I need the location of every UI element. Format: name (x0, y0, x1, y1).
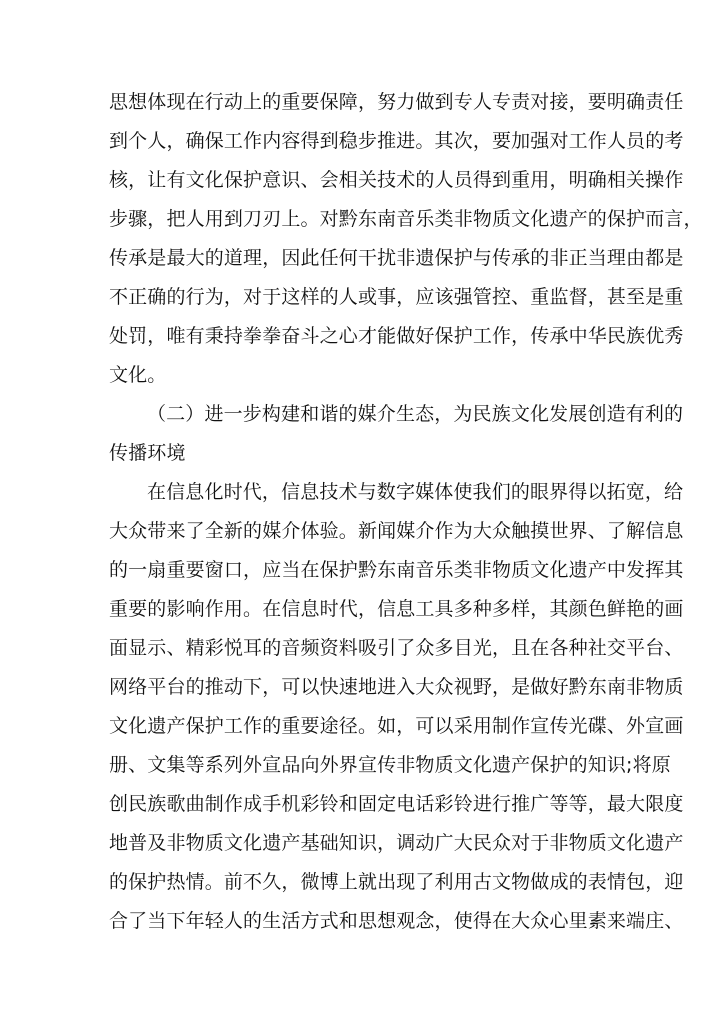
paragraph-line: 不正确的行为，对于这样的人或事，应该强管控、重监督，甚至是重 (109, 286, 684, 308)
paragraph-line: 地普及非物质文化遗产基础知识，调动广大民众对于非物质文化遗产 (109, 832, 684, 854)
paragraph-line: 文化。 (109, 364, 167, 386)
paragraph-line: 步骤，把人用到刀刃上。对黔东南音乐类非物质文化遗产的保护而言， (109, 208, 703, 230)
paragraph-line: 合了当下年轻人的生活方式和思想观念，使得在大众心里素来端庄、 (109, 910, 684, 932)
paragraph-line: 到个人，确保工作内容得到稳步推进。其次，要加强对工作人员的考 (109, 130, 684, 152)
section-heading: 传播环境 (109, 442, 186, 464)
section-heading: （二）进一步构建和谐的媒介生态，为民族文化发展创造有利的 (147, 403, 684, 425)
paragraph-line: 大众带来了全新的媒介体验。新闻媒介作为大众触摸世界、了解信息 (109, 520, 684, 542)
paragraph-line: 重要的影响作用。在信息时代，信息工具多种多样，其颜色鲜艳的画 (109, 598, 684, 620)
paragraph-line: 网络平台的推动下，可以快速地进入大众视野，是做好黔东南非物质 (109, 676, 684, 698)
paragraph-line: 的保护热情。前不久，微博上就出现了利用古文物做成的表情包，迎 (109, 871, 684, 893)
paragraph-line: 在信息化时代，信息技术与数字媒体使我们的眼界得以拓宽，给 (147, 481, 684, 503)
paragraph-line: 思想体现在行动上的重要保障，努力做到专人专责对接，要明确责任 (109, 91, 684, 113)
paragraph-line: 创民族歌曲制作成手机彩铃和固定电话彩铃进行推广等等，最大限度 (109, 793, 684, 815)
paragraph-line: 处罚，唯有秉持拳拳奋斗之心才能做好保护工作，传承中华民族优秀 (109, 325, 684, 347)
paragraph-line: 的一扇重要窗口，应当在保护黔东南音乐类非物质文化遗产中发挥其 (109, 559, 684, 581)
paragraph-line: 册、文集等系列外宣品向外界宣传非物质文化遗产保护的知识;将原 (109, 754, 671, 776)
paragraph-line: 面显示、精彩悦耳的音频资料吸引了众多目光，且在各种社交平台、 (109, 637, 684, 659)
paragraph-line: 传承是最大的道理，因此任何干扰非遗保护与传承的非正当理由都是 (109, 247, 684, 269)
paragraph-line: 核，让有文化保护意识、会相关技术的人员得到重用，明确相关操作 (109, 169, 684, 191)
paragraph-line: 文化遗产保护工作的重要途径。如，可以采用制作宣传光碟、外宣画 (109, 715, 684, 737)
